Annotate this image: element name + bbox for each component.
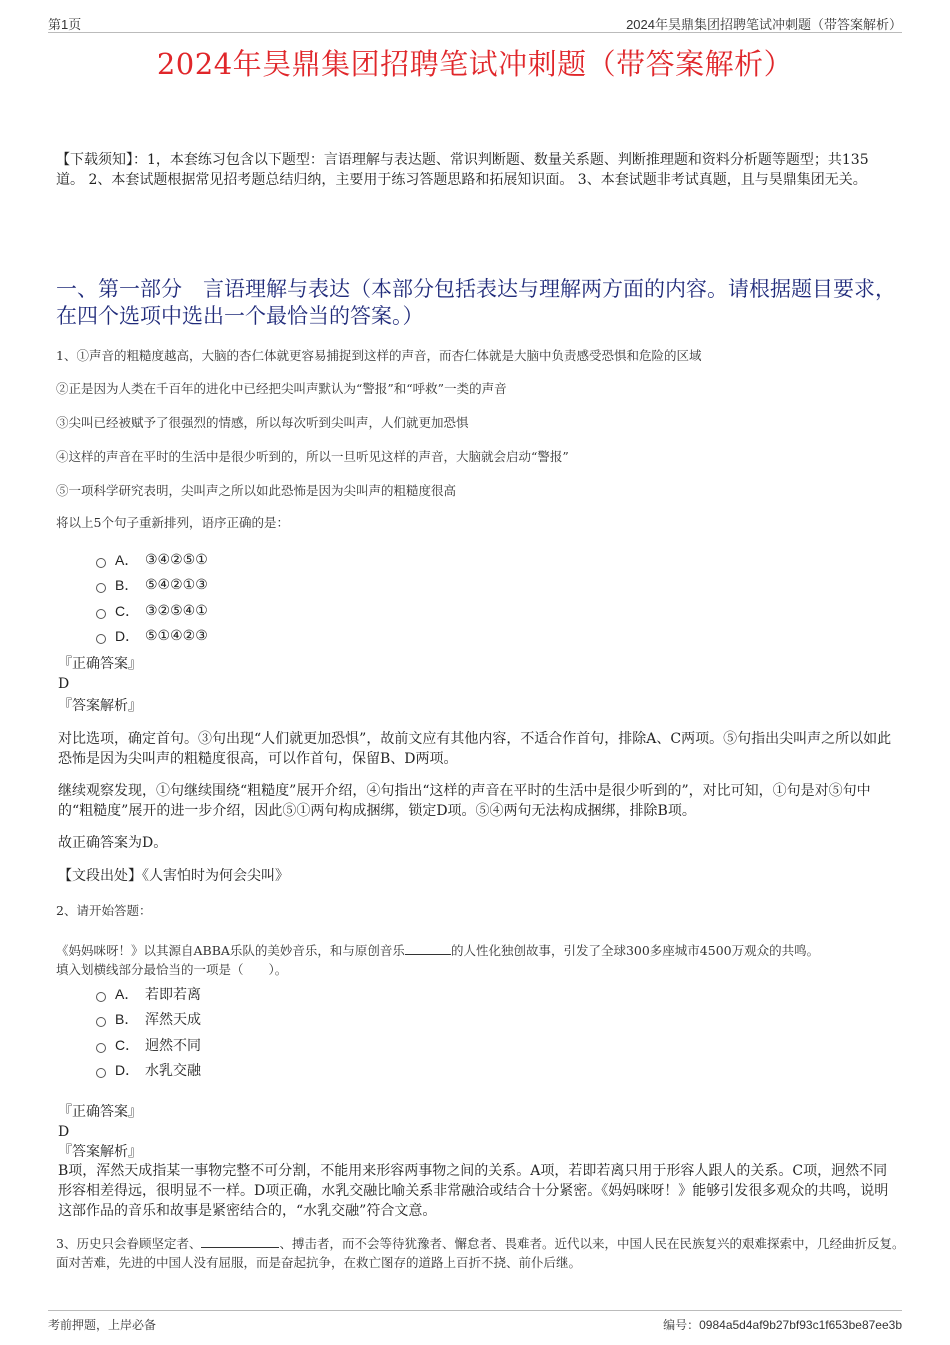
q1-analysis-paragraph-2: 继续观察发现，①句继续围绕“粗糙度”展开介绍，④句指出“这样的声音在平时的生活中是很少听到的”，对比可知，①句是对⑤句中的“粗糙度”展开的进一步介绍，因此⑤①两句构成捆绑，锁定D项。⑤④两句无法构成捆绑，排除B项。 [58, 783, 871, 819]
q1-answer-label: 『正确答案』 [58, 656, 142, 672]
q1-option-d[interactable]: D． ⑤①④②③ [96, 624, 496, 650]
header-doc-title: 2024年昊鼎集团招聘笔试冲刺题（带答案解析） [626, 17, 902, 32]
q1-sentence-2: ②正是因为人类在千百年的进化中已经把尖叫声默认为“警报”和“呼救”一类的声音 [56, 381, 507, 396]
radio-icon[interactable] [96, 634, 106, 644]
radio-icon[interactable] [96, 558, 106, 568]
q2-options [96, 981, 496, 1083]
page-number: 第1页 [48, 17, 82, 32]
q2-analysis: B项，浑然天成指某一事物完整不可分割，不能用来形容两事物之间的关系。A项，若即若离只用于形容人跟人的关系。C项，迥然不同形容相差得远，很明显不一样。D项正确，水乳交融比喻关系非常融洽或结合十分紧密。《妈妈咪呀！》能够引发很多观众的共鸣，说明这部作品的音乐和故事是紧密结合的，“水乳交融”符合文意。 [58, 1163, 889, 1219]
q1-sentence-4: ④这样的声音在平时的生活中是很少听到的，所以一旦听见这样的声音，大脑就会启动“警报” [56, 449, 569, 464]
q1-sentence-1: 1、①声音的粗糙度越高，大脑的杏仁体就更容易捕捉到这样的声音，而杏仁体就是大脑中负责感受恐惧和危险的区域 [56, 348, 702, 363]
page-header [48, 14, 902, 33]
fill-blank [405, 954, 451, 955]
footer-serial: 编号：0984a5d4af9b27bf93c1f653be87ee3b [663, 1318, 902, 1332]
fill-blank [201, 1247, 279, 1248]
q1-conclusion: 故正确答案为D。 [58, 835, 168, 851]
radio-icon[interactable] [96, 609, 106, 619]
q1-sentence-5: ⑤一项科学研究表明，尖叫声之所以如此恐怖是因为尖叫声的粗糙度很高 [56, 483, 457, 498]
q1-sentence-3: ③尖叫已经被赋予了很强烈的情感，所以每次听到尖叫声，人们就更加恐惧 [56, 415, 469, 430]
q1-analysis-label: 『答案解析』 [58, 698, 142, 714]
q1-options [96, 547, 496, 649]
q1-prompt: 将以上5个句子重新排列，语序正确的是： [56, 515, 289, 530]
q1-option-c[interactable]: C． ③②⑤④① [96, 598, 496, 624]
q1-answer: D [58, 676, 70, 692]
radio-icon[interactable] [96, 1017, 106, 1027]
footer-slogan: 考前押题，上岸必备 [48, 1318, 157, 1332]
radio-icon[interactable] [96, 1043, 106, 1053]
q1-source: 【文段出处】《人害怕时为何会尖叫》 [58, 868, 289, 884]
q2-stem: 《妈妈咪呀！》以其源自ABBA乐队的美妙音乐，和与原创音乐 的人性化独创故事，引发了全球300多座城市4500万观众的共鸣。 [56, 943, 820, 958]
q1-analysis-paragraph-1: 对比选项，确定首句。③句出现“人们就更加恐惧”，故前文应有其他内容，不适合作首句，排除A、C两项。⑤句指出尖叫声之所以如此恐怖是因为尖叫声的粗糙度很高，可以作首句，保留B、D两项。 [58, 731, 892, 767]
q3-text: 3、历史只会眷顾坚定者、 、搏击者，而不会等待犹豫者、懈怠者、畏难者。近代以来，中国人民在民族复兴的艰难探索中，几经曲折反复。面对苦难，先进的中国人没有屈服，而是奋起抗争，在救亡图存的道路上百折不挠、前仆后继。 [56, 1236, 905, 1270]
q2-prompt: 填入划横线部分最恰当的一项是（ ）。 [56, 962, 288, 977]
q2-answer: D [58, 1124, 70, 1140]
q2-intro: 2、请开始答题： [56, 903, 152, 918]
radio-icon[interactable] [96, 583, 106, 593]
q2-option-c[interactable]: C． 迥然不同 [96, 1032, 496, 1058]
document-title: 2024年昊鼎集团招聘笔试冲刺题（带答案解析） [156, 47, 794, 81]
radio-icon[interactable] [96, 992, 106, 1002]
section-heading: 一、第一部分 言语理解与表达（本部分包括表达与理解两方面的内容。请根据题目要求，在四个选项中选出一个最恰当的答案。） [56, 277, 896, 328]
q2-option-a[interactable]: A． 若即若离 [96, 981, 496, 1007]
q2-option-d[interactable]: D． 水乳交融 [96, 1058, 496, 1084]
q1-option-b[interactable]: B． ⑤④②①③ [96, 573, 496, 599]
page-footer [48, 1310, 902, 1335]
radio-icon[interactable] [96, 1068, 106, 1078]
download-notice: 【下载须知】：1，本套练习包含以下题型：言语理解与表达题、常识判断题、数量关系题、判断推理题和资料分析题等题型；共135道。 2、本套试题根据常见招考题总结归纳，主要用于练习答题思路和拓展知识面。 3、本套试题非考试真题，且与昊鼎集团无关。 [56, 152, 869, 188]
q2-analysis-label: 『答案解析』 [58, 1144, 142, 1160]
q2-option-b[interactable]: B． 浑然天成 [96, 1007, 496, 1033]
q2-answer-label: 『正确答案』 [58, 1104, 142, 1120]
q1-option-a[interactable]: A． ③④②⑤① [96, 547, 496, 573]
